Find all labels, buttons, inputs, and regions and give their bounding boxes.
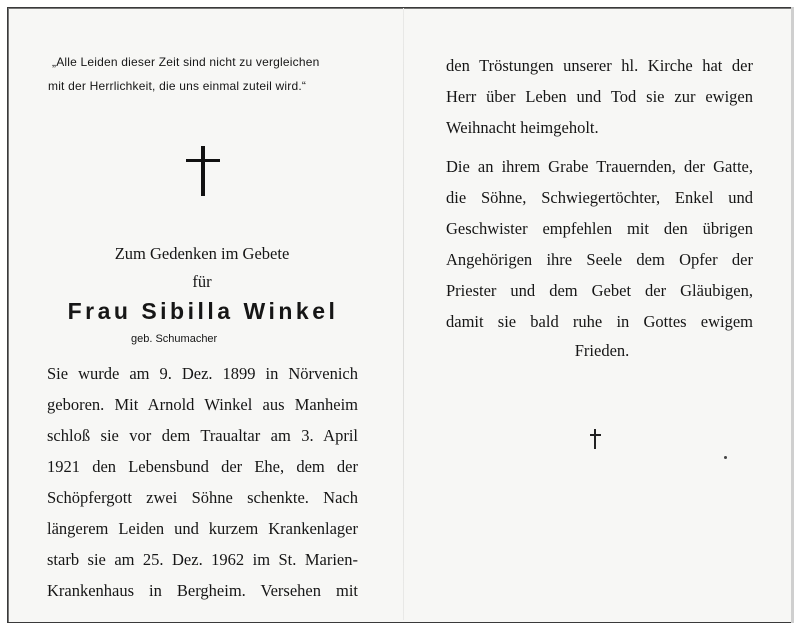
- card-edge: [791, 7, 794, 623]
- bio-line: starb sie am 25. Dez. 1962 im St. Marien-: [47, 550, 358, 569]
- deceased-name: Frau Sibilla Winkel: [67, 298, 339, 324]
- bio-line: längerem Leiden und kurzem Krankenlager: [47, 519, 358, 538]
- maiden-name: geb. Schumacher: [131, 333, 218, 345]
- bio-line: Schöpfergott zwei Söhne schenkte. Nach: [47, 488, 358, 507]
- memorial-line: Zum Gedenken im Gebete: [114, 244, 290, 263]
- text-line: Geschwister empfehlen mit den übrigen: [446, 219, 753, 238]
- bio-line: Sie wurde am 9. Dez. 1899 in Nörvenich: [47, 364, 358, 383]
- bio-line: schloß sie vor dem Traualtar am 3. April: [47, 426, 358, 445]
- text-line: Weihnacht heimgeholt.: [446, 118, 599, 137]
- quote-line-2: mit der Herrlichkeit, die uns einmal zuteil wird.“: [48, 79, 307, 93]
- bio-line: geboren. Mit Arnold Winkel aus Manheim: [47, 395, 358, 414]
- text-line: damit sie bald ruhe in Gottes ewigem: [446, 312, 753, 331]
- bio-line: Krankenhaus in Bergheim. Versehen mit: [47, 581, 358, 600]
- small-cross-icon: [589, 429, 602, 449]
- text-line: die Söhne, Schwiegertöchter, Enkel und: [446, 188, 753, 207]
- cross-icon: [186, 146, 220, 196]
- quote-line-1: „Alle Leiden dieser Zeit sind nicht zu vergleichen: [52, 55, 320, 69]
- text-line: den Tröstungen unserer hl. Kirche hat der: [446, 56, 753, 75]
- paper-speck: [724, 456, 727, 459]
- text-line: Angehörigen ihre Seele dem Opfer der: [446, 250, 753, 269]
- text-line: Priester und dem Gebet der Gläubigen,: [446, 281, 753, 300]
- text-line: Frieden.: [574, 341, 630, 360]
- text-line: Herr über Leben und Tod sie zur ewigen: [446, 87, 753, 106]
- for-line: für: [192, 272, 212, 291]
- bio-line: 1921 den Lebensbund der Ehe, dem der: [47, 457, 358, 476]
- text-line: Die an ihrem Grabe Trauernden, der Gatte,: [446, 157, 753, 176]
